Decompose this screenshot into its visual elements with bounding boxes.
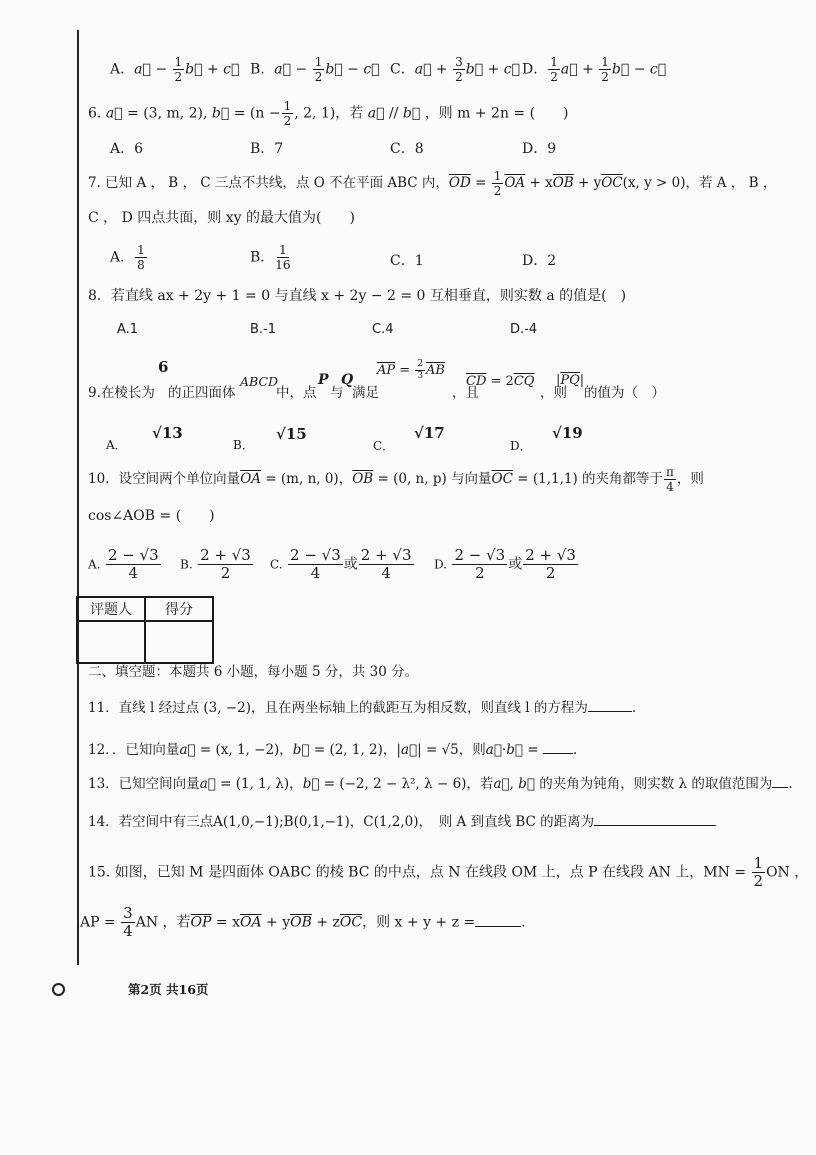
section-2-heading: 二、填空题：本题共 6 小题，每小题 5 分，共 30 分。 <box>88 664 419 680</box>
question-14: 14．若空间中有三点A(1,0,−1);B(0,1,−1)，C(1,2,0)， 则 A 到直线 BC 的距离为 <box>88 814 716 830</box>
question-8-stem: 8．若直线 ax + 2y + 1 = 0 与直线 x + 2y − 2 = 0 互相垂直，则实数 a 的值是( ) <box>88 288 627 304</box>
q13-answer-blank[interactable] <box>772 787 788 788</box>
q5-option-a: A．a⃗ − $\frac{1}{2}$ b⃗ + c⃗ <box>110 55 240 84</box>
question-7-line2: C ， D 四点共面，则 xy 的最大值为( ) <box>88 210 355 226</box>
q10-option-a: A. $\frac{2 - √3}{4}$ <box>88 546 159 582</box>
grader-cell[interactable] <box>77 621 145 663</box>
question-9-cd-relation: $\overline{CD} = 2\overline{CQ}$ <box>466 374 535 389</box>
q8-option-b: B.-1 <box>250 322 277 337</box>
question-12: 12．．已知向量a⃗ = (x, 1, −2)，b⃗ = (2, 1, 2)，|a⃗| = √5，则a⃗·b⃗ = . <box>88 742 578 758</box>
q10-option-b: B. $\frac{2 + √3}{2}$ <box>180 546 251 582</box>
q8-option-c: C.4 <box>372 322 394 337</box>
question-9-stem-c: 中，点 <box>276 385 317 401</box>
q10-option-c: C. $\frac{2 - √3}{4}$ 或 $\frac{2 + √3}{4}$ <box>270 546 412 582</box>
q8-option-a: A.1 <box>117 322 139 337</box>
q9-option-d-value: √19 <box>552 424 583 442</box>
q9-option-c-value: √17 <box>414 424 445 442</box>
q12-answer-blank[interactable] <box>543 753 573 754</box>
q9-option-b-value: √15 <box>276 425 307 443</box>
score-cell[interactable] <box>145 621 213 663</box>
question-9-ap-relation: $\overline{AP}$ = $\frac{2}{3}$ $\overline{AB}$ <box>377 359 445 381</box>
question-10-line1: 10．设空间两个单位向量$\overline{OA} = (m$, n, 0)，$\overline{OB} = (0$, n, p) 与向量$\overline{OC} = (1,1,1)$ 的夹角都等于 $\frac{\pi}{4}$ ，则 <box>88 465 704 494</box>
question-9-p: P <box>318 372 329 388</box>
binding-margin-line <box>77 30 79 965</box>
question-9-stem-f: ，且 <box>452 385 479 401</box>
q5-option-c: C．a⃗ + $\frac{3}{2}$ b⃗ + c⃗ <box>390 55 521 84</box>
question-9-stem-d: 与 <box>330 385 344 401</box>
question-9-stem-b: 的正四面体 <box>168 385 236 401</box>
question-7-line1: 7. 已知 A ， B ， C 三点不共线，点 O 不在平面 ABC 内，$\overline{OD}$ = $\frac{1}{2}$ $\overline{OA} + x\overline{OB} + y\overline{OC}(x$, y > 0)，若 A ， B ， <box>88 169 777 198</box>
question-9-pq-magnitude: $|\overline{PQ}|$ <box>556 373 585 388</box>
q7-option-a: A． $\frac{1}{8}$ <box>110 243 145 272</box>
q7-option-c: C．1 <box>390 253 424 269</box>
question-9-q: Q <box>341 372 354 388</box>
question-13: 13．已知空间向量a⃗ = (1, 1, λ)，b⃗ = (−2, 2 − λ², λ − 6)，若a⃗, b⃗ 的夹角为钝角，则实数 λ 的取值范围为 . <box>88 776 793 792</box>
question-6-stem: 6. a⃗ = (3, m, 2), b⃗ = (n − $\frac{1}{2}$ , 2, 1)，若 a⃗ // b⃗ ，则 m + 2n = ( ) <box>88 99 569 128</box>
q6-option-a: A．6 <box>110 141 144 157</box>
question-9-abcd: ABCD <box>240 374 279 389</box>
q6-option-d: D．9 <box>522 141 557 157</box>
binding-hole-mark <box>52 983 65 996</box>
question-9-stem-e: 满足 <box>352 385 379 401</box>
q9-option-d-label: D． <box>510 439 532 453</box>
question-11: 11．直线 l 经过点 (3, −2)，且在两坐标轴上的截距互为相反数，则直线 l 的方程为 . <box>88 700 637 716</box>
question-9-six: 6 <box>158 358 169 376</box>
q7-option-d: D．2 <box>522 253 557 269</box>
grader-header: 评题人 <box>77 597 145 621</box>
question-15-line2: AP = $\frac{3}{4}$ AN ，若$\overline{OP} = x\overline{OA} + y\overline{OB} + z\overline{OC}$，则 x + y + z = . <box>80 904 526 940</box>
question-9-stem-h: 的值为（ ） <box>584 385 665 401</box>
q9-option-a-label: A． <box>106 438 127 452</box>
q14-answer-blank[interactable] <box>594 825 716 826</box>
q15-answer-blank[interactable] <box>475 926 521 927</box>
q5-option-d: D． $\frac{1}{2}$ a⃗ + $\frac{1}{2}$ b⃗ − c⃗ <box>522 55 667 84</box>
question-9-stem-a: 9.在棱长为 <box>88 385 155 401</box>
q9-option-a-value: √13 <box>152 424 183 442</box>
page-footer: 第2页 共16页 <box>128 982 209 997</box>
q5-option-b: B．a⃗ − $\frac{1}{2}$ b⃗ − c⃗ <box>250 55 380 84</box>
q7-option-b: B． $\frac{1}{16}$ <box>250 243 291 272</box>
question-10-line2: cos∠AOB = ( ) <box>88 508 215 524</box>
question-9-stem-g: ，则 <box>540 385 567 401</box>
score-header: 得分 <box>145 597 213 621</box>
q6-option-c: C．8 <box>390 141 424 157</box>
q11-answer-blank[interactable] <box>588 711 632 712</box>
q8-option-d: D.-4 <box>510 322 538 337</box>
grader-score-table <box>76 596 214 664</box>
question-15-line1: 15. 如图，已知 M 是四面体 OABC 的棱 BC 的中点，点 N 在线段 OM 上，点 P 在线段 AN 上，MN = $\frac{1}{2}$ ON ， <box>88 854 809 890</box>
q9-option-c-label: C． <box>373 439 395 453</box>
q6-option-b: B．7 <box>250 141 284 157</box>
q10-option-d: D. $\frac{2 - √3}{2}$ 或 $\frac{2 + √3}{2}$ <box>434 546 576 582</box>
q9-option-b-label: B． <box>233 438 254 452</box>
